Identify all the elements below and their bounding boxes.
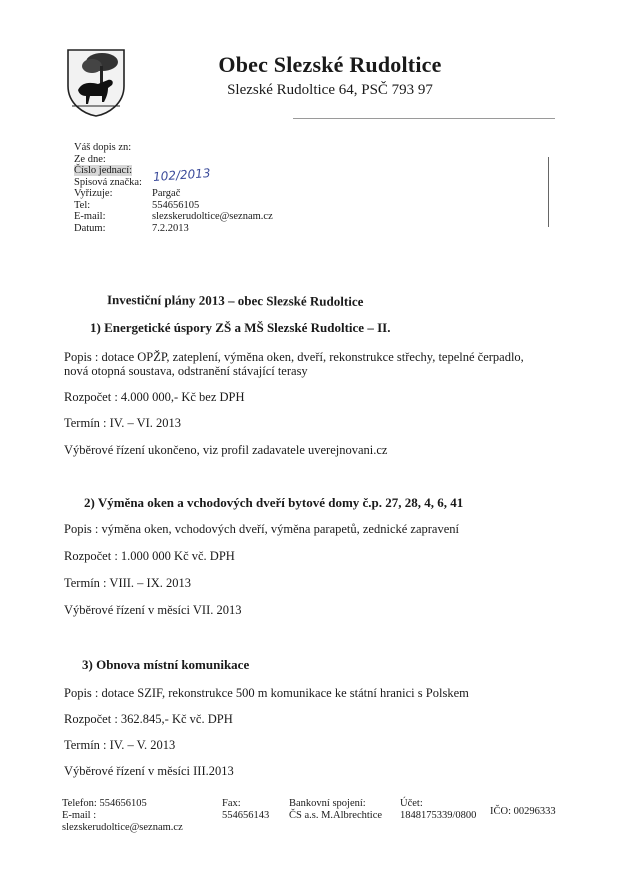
section-budget: Rozpočet : 1.000 000 Kč vč. DPH [64, 549, 235, 563]
meta-row [74, 223, 273, 235]
footer-contact [62, 798, 183, 834]
reference-block [74, 142, 273, 234]
section-budget: Rozpočet : 362.845,- Kč vč. DPH [64, 712, 233, 726]
footer-fax [222, 798, 269, 822]
footer-bank-label: Bankovní spojení: [289, 798, 366, 809]
section-description: Popis : dotace SZIF, rekonstrukce 500 m komunikace ke státní hranici s Polskem [64, 686, 469, 700]
meta-label-highlighted: Číslo jednací: [74, 165, 133, 176]
footer-fax-label: Fax: [222, 798, 241, 809]
section-tender: Výběrové řízení v měsíci III.2013 [64, 764, 234, 778]
letterhead [200, 52, 460, 99]
section-heading: 3) Obnova místní komunikace [82, 657, 250, 672]
section-heading: 2) Výměna oken a vchodových dveří bytové domy č.p. 27, 28, 4, 6, 41 [84, 495, 464, 510]
footer-fax-number: 554656143 [222, 810, 270, 821]
section-description: Popis : výměna oken, vchodových dveří, výměna parapetů, zednické zapravení [64, 522, 460, 536]
meta-label: Datum: [74, 222, 106, 234]
meta-value: Pargač [152, 188, 181, 199]
meta-row [74, 188, 273, 200]
meta-row [74, 200, 273, 212]
section-description: Popis : dotace OPŽP, zateplení, výměna oken, dveří, rekonstrukce střechy, tepelné čerpadlo, [64, 350, 524, 364]
municipality-name: Obec Slezské Rudoltice [218, 52, 442, 77]
meta-label: Tel: [74, 199, 91, 211]
section-description-cont: nová otopná soustava, odstranění stávající terasy [64, 364, 308, 378]
footer-bank-name: ČS a.s. M.Albrechtice [289, 810, 383, 821]
coat-of-arms-icon [64, 46, 128, 118]
section-term: Termín : IV. – V. 2013 [64, 738, 176, 752]
section-tender: Výběrové řízení v měsíci VII. 2013 [64, 603, 242, 617]
meta-row [74, 211, 273, 223]
meta-label: Ze dne: [74, 153, 106, 165]
footer-email-label: E-mail : [62, 810, 97, 821]
meta-value: 7.2.2013 [152, 222, 189, 234]
footer-email: slezskerudoltice@seznam.cz [62, 822, 183, 833]
meta-value: 554656105 [152, 199, 200, 211]
meta-value: slezskerudoltice@seznam.cz [152, 211, 273, 222]
document-title: Investiční plány 2013 – obec Slezské Rudoltice [106, 292, 364, 309]
meta-row [74, 142, 273, 154]
section-term: Termín : IV. – VI. 2013 [64, 416, 182, 430]
footer-phone: Telefon: 554656105 [62, 798, 147, 809]
meta-label: E-mail: [74, 211, 106, 222]
meta-label: Vyřizuje: [74, 188, 113, 199]
footer-bank [289, 798, 382, 822]
footer-account [400, 798, 476, 822]
meta-label: Spisová značka: [74, 176, 142, 188]
footer-account-number: 1848175339/0800 [400, 810, 477, 821]
address-window [293, 118, 555, 249]
footer-ico: IČO: 00296333 [490, 806, 556, 817]
section-tender: Výběrové řízení ukončeno, viz profil zadavatele uverejnovani.cz [64, 443, 388, 457]
section-heading: 1) Energetické úspory ZŠ a MŠ Slezské Rudoltice – II. [90, 320, 391, 335]
footer-account-label: Účet: [400, 798, 423, 809]
section-budget: Rozpočet : 4.000 000,- Kč bez DPH [64, 390, 245, 404]
municipality-address: Slezské Rudoltice 64, PSČ 793 97 [227, 82, 433, 98]
meta-row [74, 154, 273, 166]
section-term: Termín : VIII. – IX. 2013 [64, 576, 191, 590]
handwritten-reference-number: 102/2013 [152, 166, 211, 184]
meta-label: Váš dopis zn: [74, 142, 132, 153]
window-edge-line [548, 157, 549, 227]
